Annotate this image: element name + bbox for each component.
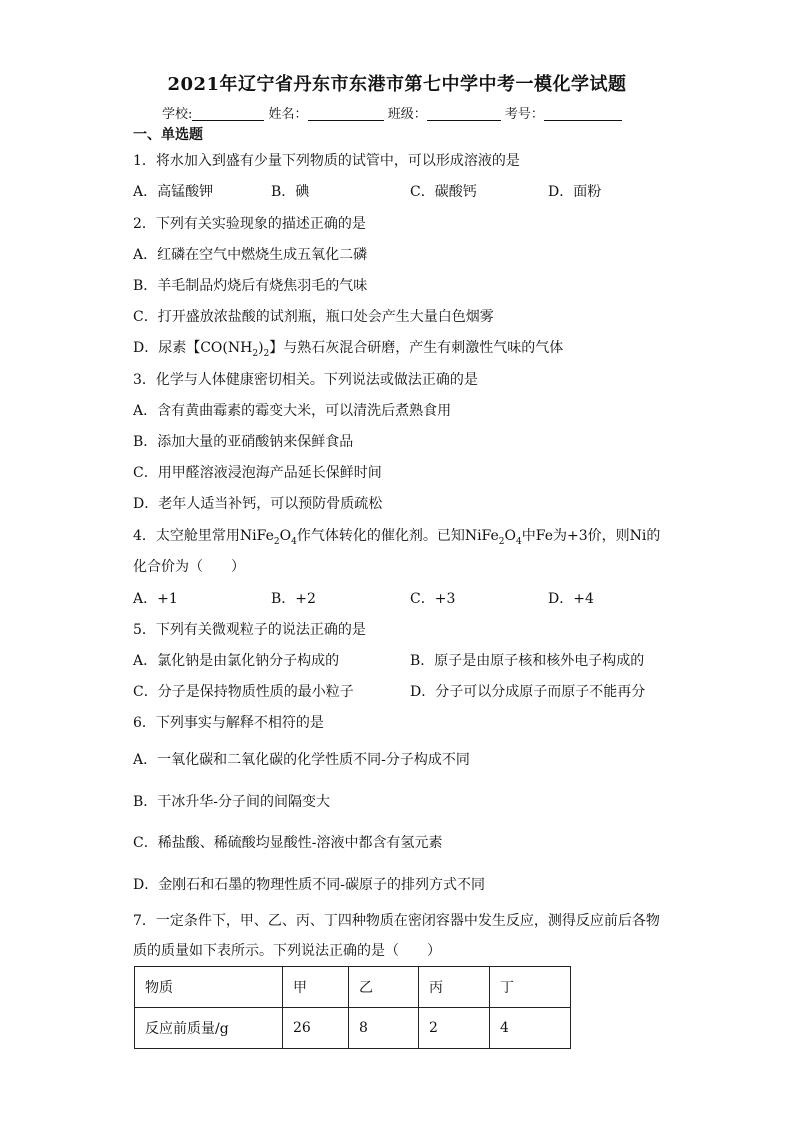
- name-label: 姓名：: [268, 107, 308, 122]
- name-blank[interactable]: [308, 106, 384, 121]
- q6-option-d: D．金刚石和石墨的物理性质不同-碳原子的排列方式不同: [133, 877, 485, 893]
- q2-d-sub: 2: [252, 348, 259, 359]
- q5-stem: 5．下列有关微观粒子的说法正确的是: [133, 622, 366, 638]
- table-cell: 26: [283, 1008, 349, 1049]
- table-cell: 反应前质量/g: [135, 1008, 283, 1049]
- q1-option-d: D．面粉: [548, 184, 602, 200]
- exam-title: 2021年辽宁省丹东市东港市第七中学中考一模化学试题: [167, 74, 627, 95]
- q2-d-text: 】与熟石灰混合研磨，产生有刺激性气味的气体: [269, 340, 564, 356]
- table-row: [135, 1008, 571, 1049]
- q1-option-b: B．碘: [271, 184, 310, 200]
- q7-stem-line2: 质的质量如下表所示。下列说法正确的是（ ）: [133, 943, 441, 959]
- table-cell: 8: [349, 1008, 419, 1049]
- q4-sub: 2: [498, 536, 505, 547]
- q6-option-a: A．一氧化碳和二氧化碳的化学性质不同-分子构成不同: [133, 752, 470, 768]
- table-header-row: [135, 967, 571, 1008]
- section-heading: 一、单选题: [133, 127, 203, 143]
- q1-option-c: C．碳酸钙: [410, 184, 477, 200]
- q2-option-c: C．打开盛放浓盐酸的试剂瓶，瓶口处会产生大量白色烟雾: [133, 309, 494, 325]
- number-label: 考号：: [504, 107, 544, 122]
- q3-option-a: A．含有黄曲霉素的霉变大米，可以清洗后煮熟食用: [133, 403, 452, 419]
- table-header-cell: 甲: [283, 967, 349, 1008]
- q6-option-c: C．稀盐酸、稀硫酸均显酸性-溶液中都含有氢元素: [133, 835, 443, 851]
- school-blank[interactable]: [192, 106, 264, 121]
- q5-option-b: B．原子是由原子核和核外电子构成的: [410, 653, 645, 669]
- q5-option-c: C．分子是保持物质性质的最小粒子: [133, 684, 354, 700]
- student-info: [162, 103, 622, 122]
- q4-text: 作气体转化的催化剂。已知NiFe: [296, 528, 499, 544]
- class-blank[interactable]: [427, 106, 501, 121]
- table-header-cell: 物质: [135, 967, 283, 1008]
- q7-stem: 7．一定条件下，甲、乙、丙、丁四种物质在密闭容器中发生反应，测得反应前后各物: [133, 913, 660, 929]
- q4-sub: 4: [291, 536, 297, 547]
- q6-option-b: B．干冰升华-分子间的间隔变大: [133, 794, 331, 810]
- q6-stem: 6．下列事实与解释不相符的是: [133, 715, 324, 731]
- q2-d-sub: 2: [263, 348, 270, 359]
- table-header-cell: 乙: [349, 967, 419, 1008]
- q2-d-text: ): [258, 340, 264, 356]
- q4-option-b: B．+2: [271, 591, 316, 607]
- q4-text: 4．太空舱里常用NiFe: [133, 528, 274, 544]
- q2-option-a: A．红磷在空气中燃烧生成五氧化二磷: [133, 247, 368, 263]
- q2-stem: 2．下列有关实验现象的描述正确的是: [133, 216, 366, 232]
- q3-stem: 3．化学与人体健康密切相关。下列说法或做法正确的是: [133, 372, 478, 388]
- q4-stem: [133, 525, 660, 547]
- q5-option-a: A．氯化钠是由氯化钠分子构成的: [133, 653, 340, 669]
- q3-option-b: B．添加大量的亚硝酸钠来保鲜食品: [133, 434, 354, 450]
- q2-option-b: B．羊毛制品灼烧后有烧焦羽毛的气味: [133, 278, 368, 294]
- q3-option-c: C．用甲醛溶液浸泡海产品延长保鲜时间: [133, 465, 382, 481]
- table-cell: 4: [490, 1008, 571, 1049]
- mass-table: [134, 966, 571, 1049]
- q4-option-c: C．+3: [410, 591, 456, 607]
- table-header-cell: 丁: [490, 967, 571, 1008]
- table-cell: 2: [419, 1008, 490, 1049]
- q1-stem: 1．将水加入到盛有少量下列物质的试管中，可以形成溶液的是: [133, 153, 520, 169]
- q4-option-d: D．+4: [548, 591, 594, 607]
- class-label: 班级：: [387, 107, 427, 122]
- table-header-cell: 丙: [419, 967, 490, 1008]
- q4-stem-line2: 化合价为（ ）: [133, 559, 245, 575]
- q1-option-a: A．高锰酸钾: [133, 184, 214, 200]
- q4-text: O: [504, 528, 517, 544]
- q3-option-d: D．老年人适当补钙，可以预防骨质疏松: [133, 496, 383, 512]
- q4-sub: 4: [516, 536, 522, 547]
- q4-text: 中Fe为+3价，则Ni的: [521, 528, 661, 544]
- q4-sub: 2: [273, 536, 280, 547]
- q4-option-a: A．+1: [133, 591, 178, 607]
- q2-option-d: [133, 337, 563, 359]
- q5-option-d: D．分子可以分成原子而原子不能再分: [410, 684, 646, 700]
- school-label: 学校:: [162, 107, 193, 122]
- q4-text: O: [279, 528, 292, 544]
- q2-d-text: D．尿素【CO(NH: [133, 340, 253, 356]
- number-blank[interactable]: [544, 106, 622, 121]
